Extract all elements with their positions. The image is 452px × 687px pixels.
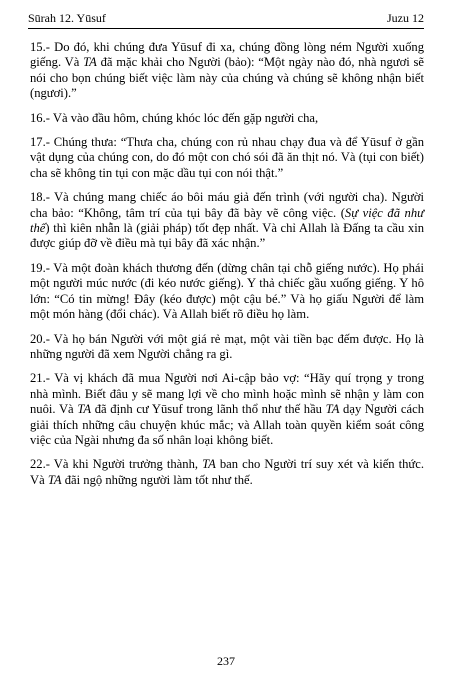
verse-text: ) thì kiên nhẫn là (giải pháp) tốt đẹp nhất. Và chỉ Allah là Đấng ta cầu xin được giúp đỡ về điều mà tụi bây đã xác nhận.” <box>30 221 424 251</box>
verse-text: đã mặc khải cho Người (bảo): “Một ngày nào đó, nhà ngươi sẽ nói cho bọn chúng biết việc làm này của chúng và chúng sẽ không nhận biết (ngươi).” <box>30 55 424 101</box>
header-divider <box>28 28 424 29</box>
verse-text: dạy Người cách giải thích những câu chuyện khúc mắc; và Allah toàn quyền kiểm soát công việc của Ngài nhưng đa số nhân loại không biết. <box>30 402 424 447</box>
verse-paragraph <box>30 190 424 252</box>
verse-number: 22.- <box>30 457 50 472</box>
verse-text: đãi ngộ những người làm tốt như thế. <box>61 472 253 487</box>
verse-text: Và một đoàn khách thương đến (dừng chân tại chỗ giếng nước). Họ phái một người múc nước (đi kéo nước giếng). Y thả chiếc gầu xuống giếng. Y hô lớn: “Có tin mừng! Đây (kéo được) một cậu bé.” Và họ giấu Người để làm một món hàng (đổi chác). Và Allah biết rõ điều họ làm. <box>30 260 425 322</box>
verse-number: 16.- <box>30 110 50 125</box>
verse-text: Và khi Người trưởng thành, <box>53 457 203 472</box>
verse-text: Và chúng mang chiếc áo bôi máu giả đến trình (với người cha). Người cha bảo: “Không, tâm trí của tụi bây đã bày vẽ công việc. ( <box>30 190 425 220</box>
verse-paragraph <box>30 40 424 102</box>
page-number: 237 <box>217 654 235 668</box>
juz-label: Juzu 12 <box>387 11 424 25</box>
verse-paragraph <box>30 111 424 126</box>
verse-paragraph <box>30 332 424 363</box>
verse-paragraph <box>30 135 424 181</box>
emphasized-text: TA <box>83 55 97 70</box>
verse-number: 21.- <box>30 371 50 386</box>
verse-paragraph <box>30 371 424 448</box>
emphasized-text: Sự việc đã như thế <box>30 205 424 236</box>
emphasized-text: TA <box>47 472 62 487</box>
verse-text: Chúng thưa: “Thưa cha, chúng con rủ nhau chạy đua và để Yūsuf ở gần vật dụng của chúng con, do đó một con chó sói đã ăn thịt nó. Và (tụi con biết) cha sẽ không tin tụi con mặc dầu tụi con nói thật.” <box>30 135 424 180</box>
verse-list <box>30 40 424 497</box>
verse-text: ban cho Người trí suy xét và kiến thức. Và <box>30 457 424 487</box>
emphasized-text: TA <box>325 402 340 417</box>
emphasized-text: TA <box>77 402 92 417</box>
verse-paragraph <box>30 457 424 488</box>
verse-number: 18.- <box>30 190 50 205</box>
verse-text: Và vào đầu hôm, chúng khóc lóc đến gặp người cha, <box>52 110 319 125</box>
verse-text: Và họ bán Người với một giá rẻ mạt, một vài tiền bạc đếm được. Họ là những người đã xem Người chẳng ra gì. <box>30 331 425 361</box>
running-header <box>28 6 424 26</box>
verse-paragraph <box>30 261 424 323</box>
verse-number: 15.- <box>30 40 50 54</box>
verse-text: Do đó, khi chúng đưa Yūsuf đi xa, chúng đồng lòng ném Người xuống giếng. Và <box>30 40 424 70</box>
verse-number: 20.- <box>30 331 50 346</box>
verse-text: đã định cư Yūsuf trong lãnh thổ như thế hầu <box>91 402 326 417</box>
verse-number: 17.- <box>30 135 50 150</box>
emphasized-text: TA <box>202 457 216 472</box>
verse-number: 19.- <box>30 260 50 275</box>
surah-title: Sūrah 12. Yūsuf <box>28 11 106 25</box>
verse-text: Và vị khách đã mua Người nơi Ai-cập bảo vợ: “Hãy quí trọng y trong nhà mình. Biết đâu y sẽ mang lợi về cho mình hoặc mình sẽ nhận y làm con nuôi. Và <box>30 371 424 417</box>
